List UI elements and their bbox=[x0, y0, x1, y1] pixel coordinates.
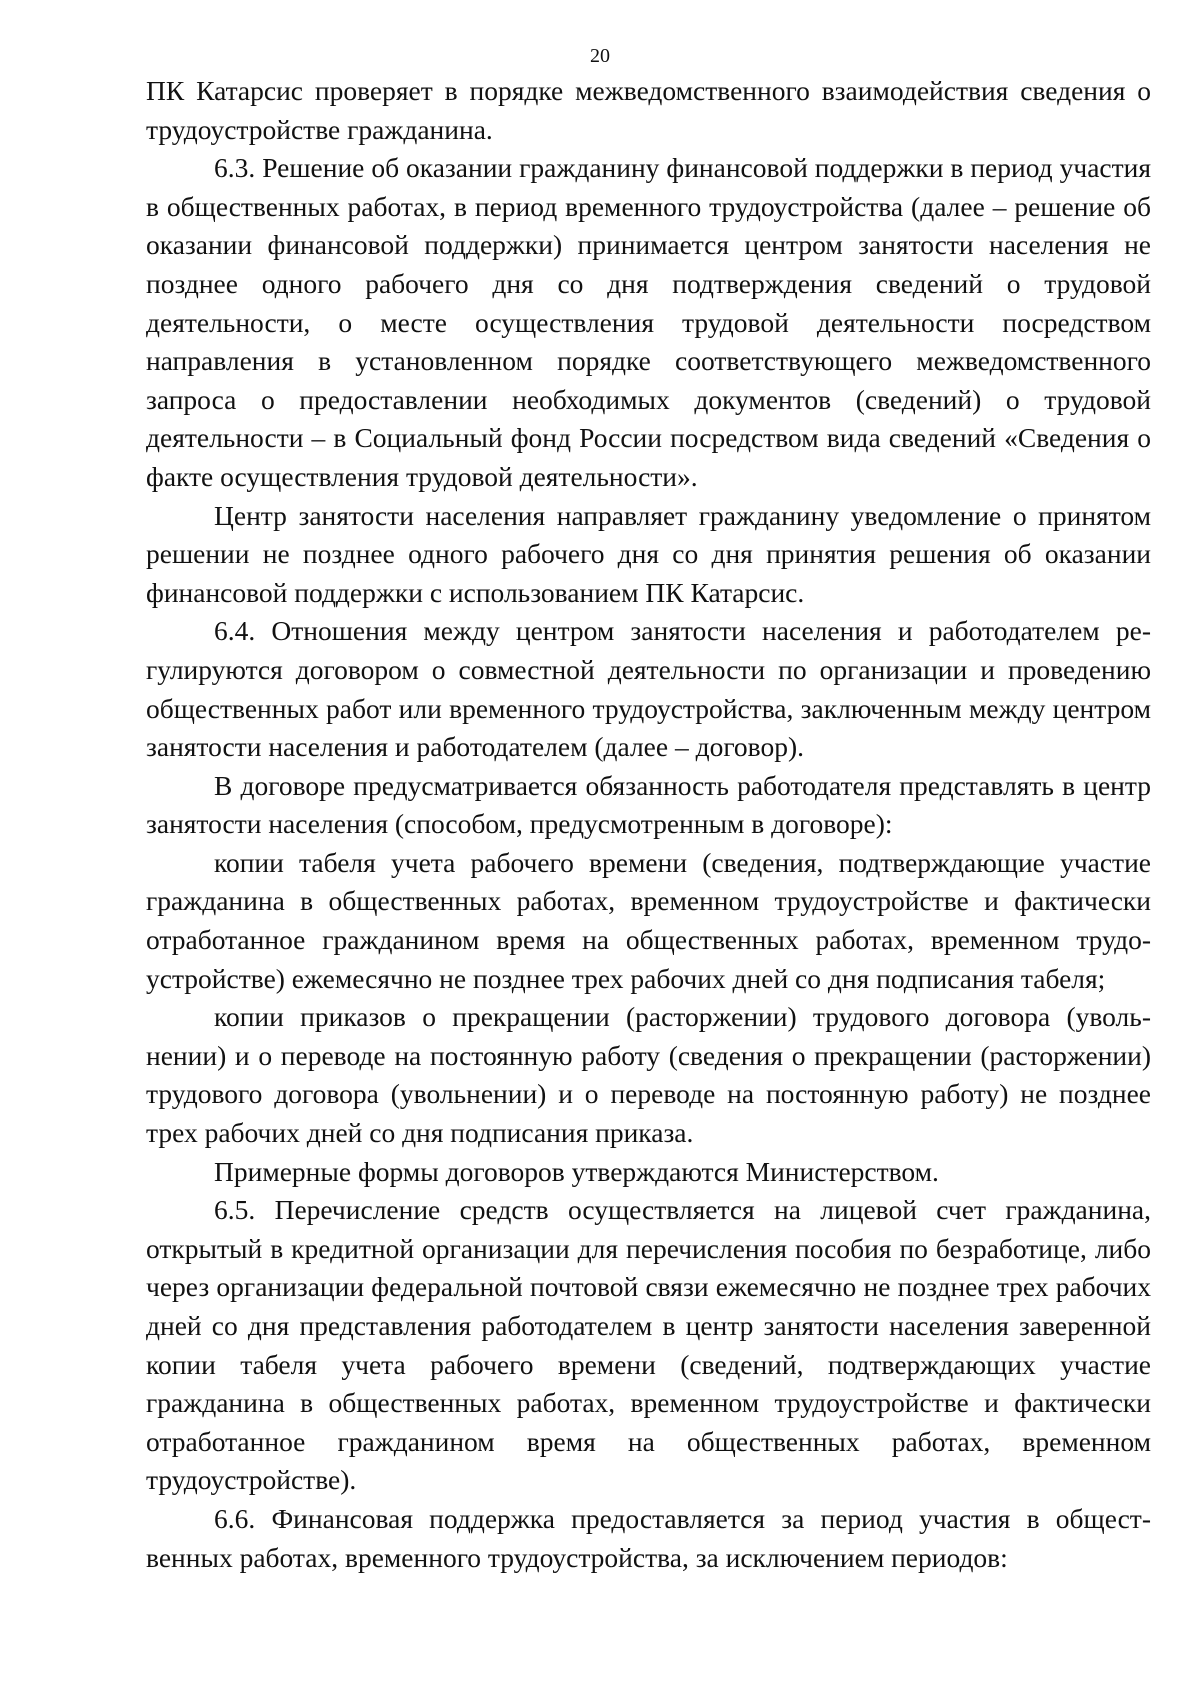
paragraph: 6.3. Решение об оказании гражданину финансовой поддержки в период участия в общественных работах, в период временного трудоустройства (далее – решение об оказании финансовой поддержки) принимается центром занятости населения не позднее одного рабочего дня со дня подтверждения сведений о трудовой деятельности, о месте осуществления трудовой деятельности посредством направления в установленном порядке соответствующего межведомственного запроса о предоставлении необходимых документов (сведений) о трудовой деятельности – в Социальный фонд России посредством вида сведений «Сведения о факте осуществления трудовой деятельности». bbox=[146, 152, 1151, 492]
paragraph: 6.6. Финансовая поддержка предоставляется за период участия в общественных работах, временного трудоустройства, за исключением периодов: bbox=[146, 1502, 1151, 1573]
paragraph: В договоре предусматривается обязанность работодателя представлять в центр занятости населения (способом, предусмотренным в договоре): bbox=[146, 769, 1151, 840]
paragraph: Центр занятости населения направляет гражданину уведомление о принятом решении не позднее одного рабочего дня со дня принятия решения об оказании финансовой поддержки с использованием ПК Катарсис. bbox=[146, 499, 1151, 608]
paragraph: Примерные формы договоров утверждаются Министерством. bbox=[214, 1155, 939, 1187]
page-number: 20 bbox=[590, 45, 610, 67]
document-body bbox=[146, 72, 1151, 1577]
paragraph: копии приказов о прекращении (расторжении) трудового договора (увольнении) и о переводе на постоянную работу (сведения о прекращении (расторжении) трудового договора (увольнении) и о переводе на постоянную работу) не позднее трех рабочих дней со дня подписания приказа. bbox=[146, 1001, 1151, 1149]
paragraph: копии табеля учета рабочего времени (сведения, подтверждающие участие гражданина в общественных работах, временном трудоустройстве и фактически отработанное гражданином время на общественных работах, временном трудоустройстве) ежемесячно не позднее трех рабочих дней со дня подписания табеля; bbox=[146, 846, 1151, 994]
paragraph: 6.5. Перечисление средств осуществляется на лицевой счет гражданина, открытый в кредитной организации для перечисления пособия по безработице, либо через организации федеральной почтовой связи ежемесячно не позднее трех рабочих дней со дня представления работодателем в центр занятости населения заверенной копии табеля учета рабочего времени (сведений, подтверждающих участие гражданина в общественных работах, временном трудоустройстве и фактически отработанное гражданином время на общественных работах, временном трудоустройстве). bbox=[146, 1194, 1151, 1496]
paragraph: 6.4. Отношения между центром занятости населения и работодателем регулируются договором о совместной деятельности по организации и проведению общественных работ или временного трудоустройства, заключенным между центром занятости населения и работодателем (далее – договор). bbox=[146, 615, 1151, 763]
paragraph: ПК Катарсис проверяет в порядке межведомственного взаимодействия сведения о трудоустройстве гражданина. bbox=[146, 75, 1151, 145]
